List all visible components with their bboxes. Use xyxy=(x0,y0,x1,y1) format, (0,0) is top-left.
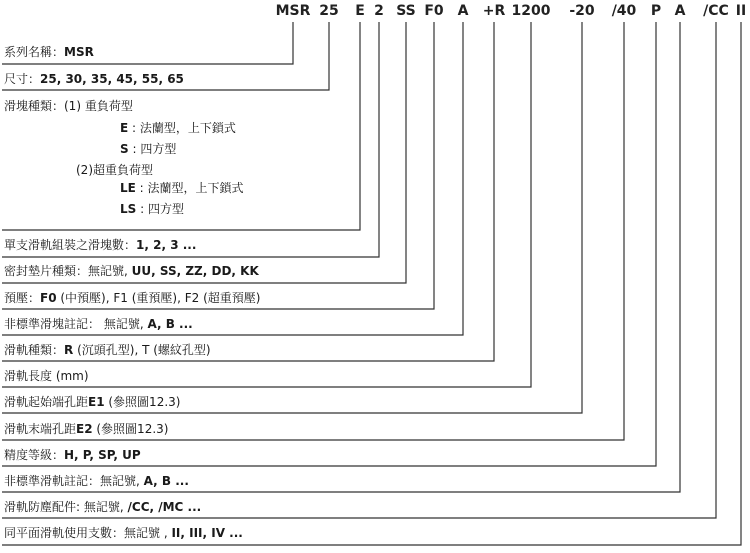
label-rail-type-post: (沉頭孔型), T (螺紋孔型) xyxy=(73,343,211,357)
label-rail-type-pre: 滑軌種類： xyxy=(4,343,65,357)
label-seal xyxy=(4,263,259,279)
subtype-S-key: S xyxy=(120,142,129,156)
code-rail-count: II xyxy=(735,3,747,19)
label-preload-post: (中預壓), F1 (重預壓), F2 (超重預壓) xyxy=(56,291,261,305)
label-dust xyxy=(4,499,201,515)
connector-block-nonstd xyxy=(2,22,463,335)
code-block-type: E xyxy=(355,3,365,19)
label-size xyxy=(4,71,184,87)
subtype-LS-text: : 四方型 xyxy=(136,202,184,216)
code-rail-end: /40 xyxy=(611,3,637,19)
label-block-nonstd-bold: A, B ... xyxy=(147,317,193,331)
label-block-count-pre: 單支滑軌組裝之滑塊數： xyxy=(4,238,137,252)
label-rail-count-bold: II, III, IV ... xyxy=(171,526,243,540)
code-rail-nonstd: A xyxy=(674,3,686,19)
code-block-count: 2 xyxy=(374,3,384,19)
label-accuracy-bold: H, P, SP, UP xyxy=(64,448,141,462)
label-series-bold: MSR xyxy=(64,45,94,59)
label-block-nonstd xyxy=(4,316,193,332)
code-preload: F0 xyxy=(424,3,444,19)
label-rail-count xyxy=(4,525,243,541)
label-size-pre: 尺寸： xyxy=(4,72,41,86)
label-rail-end-pre: 滑軌末端孔距 xyxy=(4,422,77,436)
code-accuracy: P xyxy=(650,3,662,19)
label-block-type-pre: 滑塊種類：(1) 重負荷型 xyxy=(4,99,133,113)
label-rail-nonstd-bold: A, B ... xyxy=(143,474,189,488)
label-rail-start xyxy=(4,394,180,410)
code-rail-start: -20 xyxy=(569,3,595,19)
subtype-E-key: E xyxy=(120,121,129,135)
code-seal: SS xyxy=(396,3,416,19)
label-size-bold: 25, 30, 35, 45, 55, 65 xyxy=(40,72,184,86)
code-size: 25 xyxy=(319,3,339,19)
label-block-type xyxy=(4,98,133,114)
label-rail-length-pre: 滑軌長度 (mm) xyxy=(4,369,89,383)
label-accuracy xyxy=(4,447,141,463)
label-rail-start-post: (參照圖12.3) xyxy=(104,395,181,409)
subtype-heavy2 xyxy=(76,162,153,178)
code-rail-type: +R xyxy=(482,3,506,19)
label-block-count xyxy=(4,237,196,253)
subtype-E-text: : 法蘭型，上下鎖式 xyxy=(128,121,236,135)
label-block-count-bold: 1, 2, 3 ... xyxy=(136,238,197,252)
subtype-E xyxy=(120,120,236,136)
subtype-heavy2-text: (2)超重負荷型 xyxy=(76,163,153,177)
label-seal-bold: UU, SS, ZZ, DD, KK xyxy=(131,264,259,278)
label-preload-bold: F0 xyxy=(40,291,57,305)
subtype-LE-text: : 法蘭型，上下鎖式 xyxy=(135,181,244,195)
label-rail-count-pre: 同平面滑軌使用支數：無記號 , xyxy=(4,526,172,540)
label-accuracy-pre: 精度等級： xyxy=(4,448,65,462)
label-rail-start-pre: 滑軌起始端孔距 xyxy=(4,395,89,409)
label-block-nonstd-pre: 非標準滑塊註記： 無記號, xyxy=(4,317,148,331)
label-rail-type xyxy=(4,342,211,358)
label-dust-pre: 滑軌防塵配件: 無記號, xyxy=(4,500,128,514)
subtype-LS-key: LS xyxy=(120,202,137,216)
label-series-pre: 系列名稱： xyxy=(4,45,65,59)
label-preload xyxy=(4,290,260,306)
subtype-LS xyxy=(120,201,184,217)
subtype-S-text: : 四方型 xyxy=(128,142,177,156)
label-dust-bold: /CC, /MC ... xyxy=(127,500,202,514)
subtype-LE xyxy=(120,180,244,196)
code-block-nonstd: A xyxy=(457,3,469,19)
label-rail-end-post: (參照圖12.3) xyxy=(92,422,169,436)
label-rail-end xyxy=(4,421,168,437)
label-rail-end-bold: E2 xyxy=(76,422,93,436)
label-rail-nonstd-pre: 非標準滑軌註記：無記號, xyxy=(4,474,144,488)
label-rail-length xyxy=(4,368,89,384)
label-seal-pre: 密封墊片種類：無記號, xyxy=(4,264,132,278)
label-series xyxy=(4,44,94,60)
label-rail-nonstd xyxy=(4,473,189,489)
label-rail-type-bold: R xyxy=(64,343,74,357)
code-series: MSR xyxy=(275,3,311,19)
subtype-S xyxy=(120,141,176,157)
code-rail-length: 1200 xyxy=(511,3,551,19)
subtype-LE-key: LE xyxy=(120,181,136,195)
code-dust: /CC xyxy=(703,3,729,19)
label-rail-start-bold: E1 xyxy=(88,395,105,409)
label-preload-pre: 預壓： xyxy=(4,291,41,305)
